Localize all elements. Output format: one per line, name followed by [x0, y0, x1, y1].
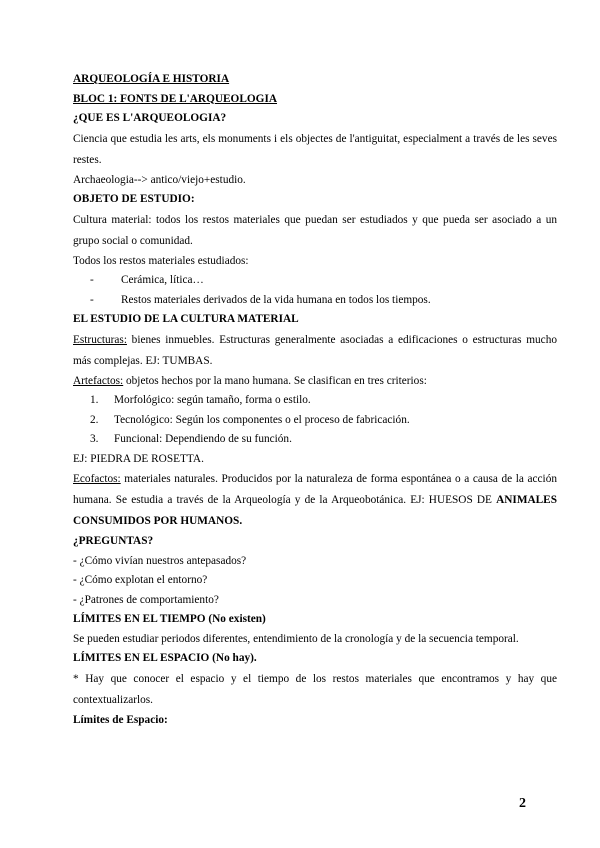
- dash-item-text: Restos materiales derivados de la vida humana en todos los tiempos.: [121, 293, 431, 306]
- cultura-paragraph: Cultura material: todos los restos materiales que puedan ser estudiados y que pueda ser asociado a un grupo social o comunidad.: [73, 213, 557, 247]
- definition-paragraph: Ciencia que estudia les arts, els monuments i els objectes de l'antiguitat, especialment a través de les seves restes.: [73, 132, 557, 166]
- ecofactos-text: materiales naturales. Producidos por la naturaleza de forma espontánea o a causa de la acción humana. Se estudia a través de la Arqueología y de la Arqueobotánica. EJ: HUESOS DE: [73, 473, 557, 506]
- tiempo-heading: LÍMITES EN EL TIEMPO (No existen): [73, 613, 266, 625]
- estructuras-text: bienes inmuebles. Estructuras generalmente asociadas a edificaciones o estructuras mucho más complejas. EJ: TUMBAS.: [73, 333, 557, 367]
- page-content: [73, 70, 557, 730]
- artefactos-paragraph: [73, 372, 557, 392]
- limites-espacio-heading: Límites de Espacio:: [73, 713, 168, 726]
- estructuras-label: Estructuras:: [73, 333, 127, 346]
- criterio-number: 1.: [90, 394, 99, 406]
- dash-item: [73, 271, 557, 291]
- tiempo-paragraph: Se pueden estudiar periodos diferentes, entendimiento de la cronología y de la secuencia temporal.: [73, 632, 519, 645]
- piedra-line: EJ: PIEDRA DE ROSETTA.: [73, 452, 204, 465]
- criterio-text: Morfológico: según tamaño, forma o estilo.: [114, 394, 311, 406]
- objeto-heading: OBJETO DE ESTUDIO:: [73, 193, 195, 205]
- artefactos-label: Artefactos:: [73, 374, 124, 387]
- ecofactos-label: Ecofactos:: [73, 473, 121, 485]
- page-number: 2: [519, 796, 526, 811]
- criterio-number: 3.: [90, 433, 99, 445]
- que-es-heading: ¿QUE ES L'ARQUEOLOGIA?: [73, 112, 227, 124]
- estructuras-paragraph: [73, 330, 557, 372]
- dash-marker: -: [90, 274, 94, 286]
- pregunta-item: - ¿Cómo vivían nuestros antepasados?: [73, 554, 247, 567]
- criterio-item: [73, 411, 557, 431]
- main-title: ARQUEOLOGÍA E HISTORIA: [73, 73, 230, 85]
- preguntas-heading: ¿PREGUNTAS?: [73, 535, 154, 547]
- bloc-title: BLOC 1: FONTS DE L'ARQUEOLOGIA: [73, 92, 278, 105]
- espacio-paragraph: * Hay que conocer el espacio y el tiempo de los restos materiales que encontramos y hay que contextualizarlos.: [73, 672, 557, 706]
- ecofactos-paragraph: [73, 469, 557, 532]
- criterio-text: Funcional: Dependiendo de su función.: [114, 433, 292, 445]
- pregunta-item: - ¿Patrones de comportamiento?: [73, 593, 219, 606]
- artefactos-text: objetos hechos por la mano humana. Se clasifican en tres criterios:: [123, 374, 427, 387]
- etymology-line: Archaeologia--> antico/viejo+estudio.: [73, 173, 246, 186]
- criterio-item: [73, 391, 557, 411]
- pregunta-item: - ¿Cómo explotan el entorno?: [73, 574, 208, 586]
- criterio-item: [73, 430, 557, 450]
- ecofactos-bold: ANIMALES CONSUMIDOS POR HUMANOS.: [73, 494, 557, 527]
- todos-line: Todos los restos materiales estudiados:: [73, 254, 249, 267]
- criterio-number: 2.: [90, 413, 99, 426]
- estudio-heading: EL ESTUDIO DE LA CULTURA MATERIAL: [73, 313, 299, 325]
- dash-marker: -: [90, 293, 94, 306]
- criterio-text: Tecnológico: Según los componentes o el proceso de fabricación.: [114, 413, 410, 426]
- dash-item: [73, 291, 557, 311]
- dash-item-text: Cerámica, lítica…: [121, 274, 204, 286]
- espacio-heading: LÍMITES EN EL ESPACIO (No hay).: [73, 652, 257, 664]
